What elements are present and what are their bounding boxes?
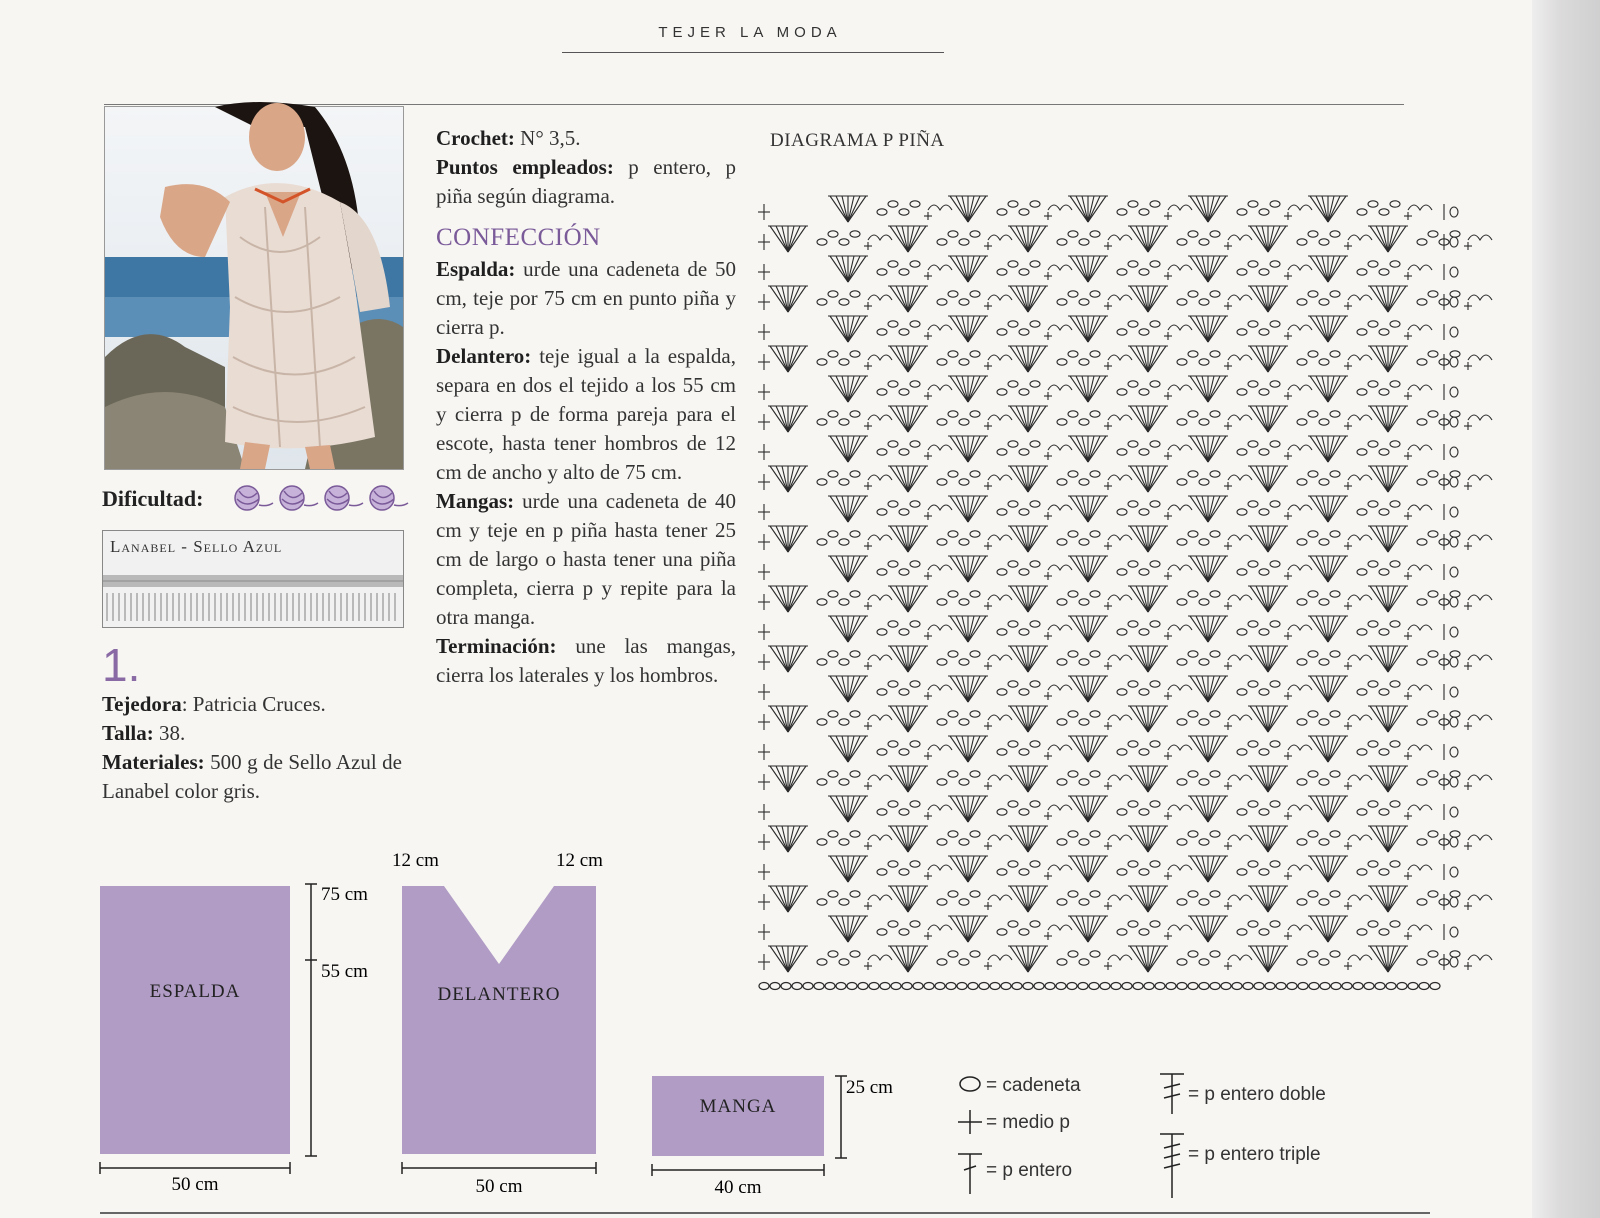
espalda-piece (100, 886, 290, 1154)
yarn-ball-icon (325, 486, 363, 510)
stitch-fan (1188, 436, 1228, 462)
stitch-fan (828, 256, 868, 282)
stitch-fan (1308, 436, 1348, 462)
stitch-fan (1248, 886, 1288, 912)
chain-oval-icon (960, 1077, 980, 1091)
stitch-fan (1368, 286, 1408, 312)
stitch-fan (1248, 226, 1288, 252)
stitch-fan (828, 736, 868, 762)
espalda-label: ESPALDA (149, 981, 241, 1002)
stitch-fan (768, 346, 808, 372)
stitch-fan (768, 646, 808, 672)
stitch-fan (828, 316, 868, 342)
stitch-fan (948, 496, 988, 522)
stitch-fan (1308, 256, 1348, 282)
stitch-fan (1008, 226, 1048, 252)
delantero-text: teje igual a la espalda, separa en dos el tejido a los 55 cm y cierra p de forma pareja para el escote, hasta tener hombros de 12 cm de ancho y alto de 75 cm. (436, 344, 736, 484)
stitch-fan (1188, 376, 1228, 402)
stitch-fan (1308, 556, 1348, 582)
stitch-fan (1188, 616, 1228, 642)
diagram-title: DIAGRAMA P PIÑA (770, 130, 945, 151)
garment-schematics (96, 850, 893, 1200)
credits-block (102, 690, 402, 806)
stitch-fan (1068, 256, 1108, 282)
delantero-shoulder-right: 12 cm (556, 850, 603, 871)
stitch-fan (1368, 946, 1408, 972)
stitch-fan (1248, 646, 1288, 672)
stitch-fan (1248, 346, 1288, 372)
terminacion-text: une las mangas, cierra los laterales y los hombros. (436, 634, 736, 687)
stitch-fan (828, 376, 868, 402)
espalda-width: 50 cm (171, 1174, 219, 1195)
delantero-shoulder-left: 12 cm (392, 850, 439, 871)
stitch-fan (828, 676, 868, 702)
stitch-fan (1128, 586, 1168, 612)
stitch-fan (1308, 916, 1348, 942)
yarn-brand-label: Lanabel - Sello Azul (110, 537, 283, 556)
stitch-fan (1068, 556, 1108, 582)
delantero-label: Delantero: (436, 344, 532, 368)
stitch-fan (1368, 406, 1408, 432)
stitch-fan (888, 526, 928, 552)
instructions-column (436, 124, 736, 690)
legend-p-entero-doble: = p entero doble (1188, 1084, 1326, 1105)
yarn-ball-icon (235, 486, 273, 510)
stitch-fan (1068, 436, 1108, 462)
stitch-fan (1128, 646, 1168, 672)
stitch-fan (828, 496, 868, 522)
stitch-fan (1068, 796, 1108, 822)
terminacion-label: Terminación: (436, 634, 557, 658)
stitch-fan (1308, 196, 1348, 222)
yarn-ball-icon (370, 486, 408, 510)
bottom-rule (100, 1212, 1430, 1214)
legend-medio-p: = medio p (986, 1112, 1070, 1133)
stitch-fan (1128, 226, 1168, 252)
crochet-value: N° 3,5. (514, 126, 581, 150)
stitch-fan (888, 226, 928, 252)
espalda-height-mid: 55 cm (321, 961, 368, 982)
stitch-fan (948, 256, 988, 282)
stitch-fan (1068, 496, 1108, 522)
stitch-fan (1308, 496, 1348, 522)
stitch-fan (1068, 736, 1108, 762)
stitch-fan (888, 646, 928, 672)
stitch-fan (1068, 316, 1108, 342)
stitch-fan (1128, 406, 1168, 432)
stitch-fan (1008, 646, 1048, 672)
stitch-fan (1128, 766, 1168, 792)
stitch-fan (1308, 376, 1348, 402)
stitch-fan (1248, 466, 1288, 492)
stitch-fan (1128, 826, 1168, 852)
stitch-fan (1128, 286, 1168, 312)
stitch-fan (1068, 196, 1108, 222)
espalda-label: Espalda: (436, 257, 516, 281)
stitch-fan (1368, 766, 1408, 792)
stitch-fan (768, 766, 808, 792)
espalda-height-total: 75 cm (321, 884, 368, 905)
stitch-fan (1308, 736, 1348, 762)
stitch-fan (1248, 946, 1288, 972)
stitch-fan (768, 406, 808, 432)
double-crochet-icon (958, 1154, 982, 1194)
stitch-fan (828, 436, 868, 462)
stitch-fan (1368, 586, 1408, 612)
stitch-fan (1008, 586, 1048, 612)
legend-p-entero-triple: = p entero triple (1188, 1144, 1321, 1165)
stitch-fan (1188, 856, 1228, 882)
stitch-fan (828, 616, 868, 642)
stitch-fan (768, 826, 808, 852)
stitch-fan (948, 616, 988, 642)
stitch-fan (1188, 556, 1228, 582)
stitch-fan (1128, 706, 1168, 732)
stitch-legend (950, 1068, 1390, 1208)
stitch-fan (948, 436, 988, 462)
stitch-fan (768, 586, 808, 612)
stitch-fan (1248, 766, 1288, 792)
stitch-fan (1068, 616, 1108, 642)
treble-crochet-icon (1160, 1074, 1184, 1114)
stitch-fan (1008, 706, 1048, 732)
stitch-fan (1308, 856, 1348, 882)
stitch-fan (1248, 586, 1288, 612)
mangas-text: urde una cadeneta de 40 cm y teje en p piña hasta tener 25 cm de largo o hasta tener una piña completa, cierra p y repite para la otra manga. (436, 489, 736, 629)
pattern-number: 1. (102, 639, 141, 691)
espalda-text: urde una cadeneta de 50 cm, teje por 75 cm en punto piña y cierra p. (436, 257, 736, 339)
stitch-fan (1368, 646, 1408, 672)
stitch-fan (768, 226, 808, 252)
difficulty-rating (233, 483, 413, 513)
stitch-fan (948, 856, 988, 882)
page-gutter-shadow (1532, 0, 1600, 1218)
stitch-fan (1008, 406, 1048, 432)
stitch-fan (948, 916, 988, 942)
stitch-fan (888, 766, 928, 792)
stitch-fan (1188, 916, 1228, 942)
yarn-sample-image (103, 571, 403, 625)
stitch-fan (948, 556, 988, 582)
stitch-fan (1128, 526, 1168, 552)
stitch-fan (1368, 826, 1408, 852)
stitch-fan (1128, 346, 1168, 372)
stitch-fan (1188, 796, 1228, 822)
stitch-fan (1188, 736, 1228, 762)
magazine-header: TEJER LA MODA (658, 24, 842, 41)
stitch-fan (1068, 856, 1108, 882)
stitch-fan (888, 946, 928, 972)
manga-height: 25 cm (846, 1077, 893, 1098)
stitch-fan (1008, 346, 1048, 372)
puntos-label: Puntos empleados: (436, 155, 614, 179)
stitch-fan (948, 676, 988, 702)
stitch-fan (828, 196, 868, 222)
stitch-fan (1188, 256, 1228, 282)
stitch-fan (1008, 886, 1048, 912)
crochet-label: Crochet: (436, 126, 515, 150)
stitch-fan (768, 706, 808, 732)
stitch-fan (1068, 676, 1108, 702)
stitch-fan (1248, 826, 1288, 852)
stitch-fan (1008, 766, 1048, 792)
delantero-width: 50 cm (475, 1176, 523, 1197)
stitch-fan (768, 466, 808, 492)
stitch-fan (1308, 316, 1348, 342)
stitch-fan (1188, 676, 1228, 702)
mangas-label: Mangas: (436, 489, 515, 513)
stitch-fan (888, 886, 928, 912)
stitch-fan (948, 796, 988, 822)
stitch-fan (828, 796, 868, 822)
stitch-fan (828, 556, 868, 582)
stitch-fan (1368, 526, 1408, 552)
legend-p-entero: = p entero (986, 1160, 1073, 1181)
stitch-fan (888, 406, 928, 432)
stitch-fan (888, 586, 928, 612)
stitch-fan (888, 466, 928, 492)
stitch-fan (1308, 796, 1348, 822)
stitch-fan (1008, 466, 1048, 492)
stitch-fan (1128, 466, 1168, 492)
tejedora-value: : Patricia Cruces. (181, 692, 326, 716)
talla-value: 38. (153, 721, 186, 745)
stitch-fan (1368, 346, 1408, 372)
stitch-fan (1248, 286, 1288, 312)
stitch-fan (1308, 616, 1348, 642)
yarn-swatch (102, 530, 404, 628)
stitch-fan (1068, 916, 1108, 942)
stitch-fan (1128, 946, 1168, 972)
stitch-fan (1368, 466, 1408, 492)
double-treble-crochet-icon (1160, 1134, 1184, 1198)
stitch-fan (1308, 676, 1348, 702)
stitch-fan (1188, 496, 1228, 522)
delantero-piece (402, 886, 596, 1154)
materiales-value: 500 g de Sello Azul de Lanabel color gris. (102, 750, 402, 803)
stitch-fan (1188, 196, 1228, 222)
stitch-fan (1368, 226, 1408, 252)
stitch-fan (888, 346, 928, 372)
plus-icon (958, 1110, 982, 1134)
manga-width: 40 cm (714, 1177, 762, 1198)
stitch-fan (1248, 706, 1288, 732)
stitch-fan (1368, 886, 1408, 912)
stitch-diagram (758, 160, 1470, 1010)
stitch-fan (888, 706, 928, 732)
stitch-fan (1368, 706, 1408, 732)
confeccion-heading: CONFECCIÓN (436, 224, 601, 251)
yarn-ball-icon (280, 486, 318, 510)
stitch-fan (1008, 526, 1048, 552)
stitch-fan (1008, 826, 1048, 852)
stitch-fan (768, 286, 808, 312)
stitch-fan (948, 316, 988, 342)
difficulty-label: Dificultad: (102, 486, 204, 511)
stitch-fan (948, 376, 988, 402)
stitch-fan (948, 736, 988, 762)
header-rule (562, 52, 944, 53)
stitch-fan (1188, 316, 1228, 342)
model-photo (104, 106, 404, 470)
stitch-fan (1008, 286, 1048, 312)
stitch-fan (768, 526, 808, 552)
stitch-fan (948, 196, 988, 222)
stitch-fan (1128, 886, 1168, 912)
stitch-fan (1248, 406, 1288, 432)
manga-label: MANGA (699, 1096, 777, 1117)
stitch-fan (1248, 526, 1288, 552)
tejedora-label: Tejedora (102, 692, 182, 716)
puntos-value: p entero, p piña según diagrama. (436, 155, 736, 208)
legend-cadeneta: = cadeneta (986, 1075, 1081, 1096)
stitch-fan (1008, 946, 1048, 972)
stitch-fan (888, 826, 928, 852)
talla-label: Talla: (102, 721, 154, 745)
stitch-fan (1068, 376, 1108, 402)
delantero-label: DELANTERO (437, 984, 561, 1005)
materiales-label: Materiales: (102, 750, 205, 774)
stitch-fan (888, 286, 928, 312)
